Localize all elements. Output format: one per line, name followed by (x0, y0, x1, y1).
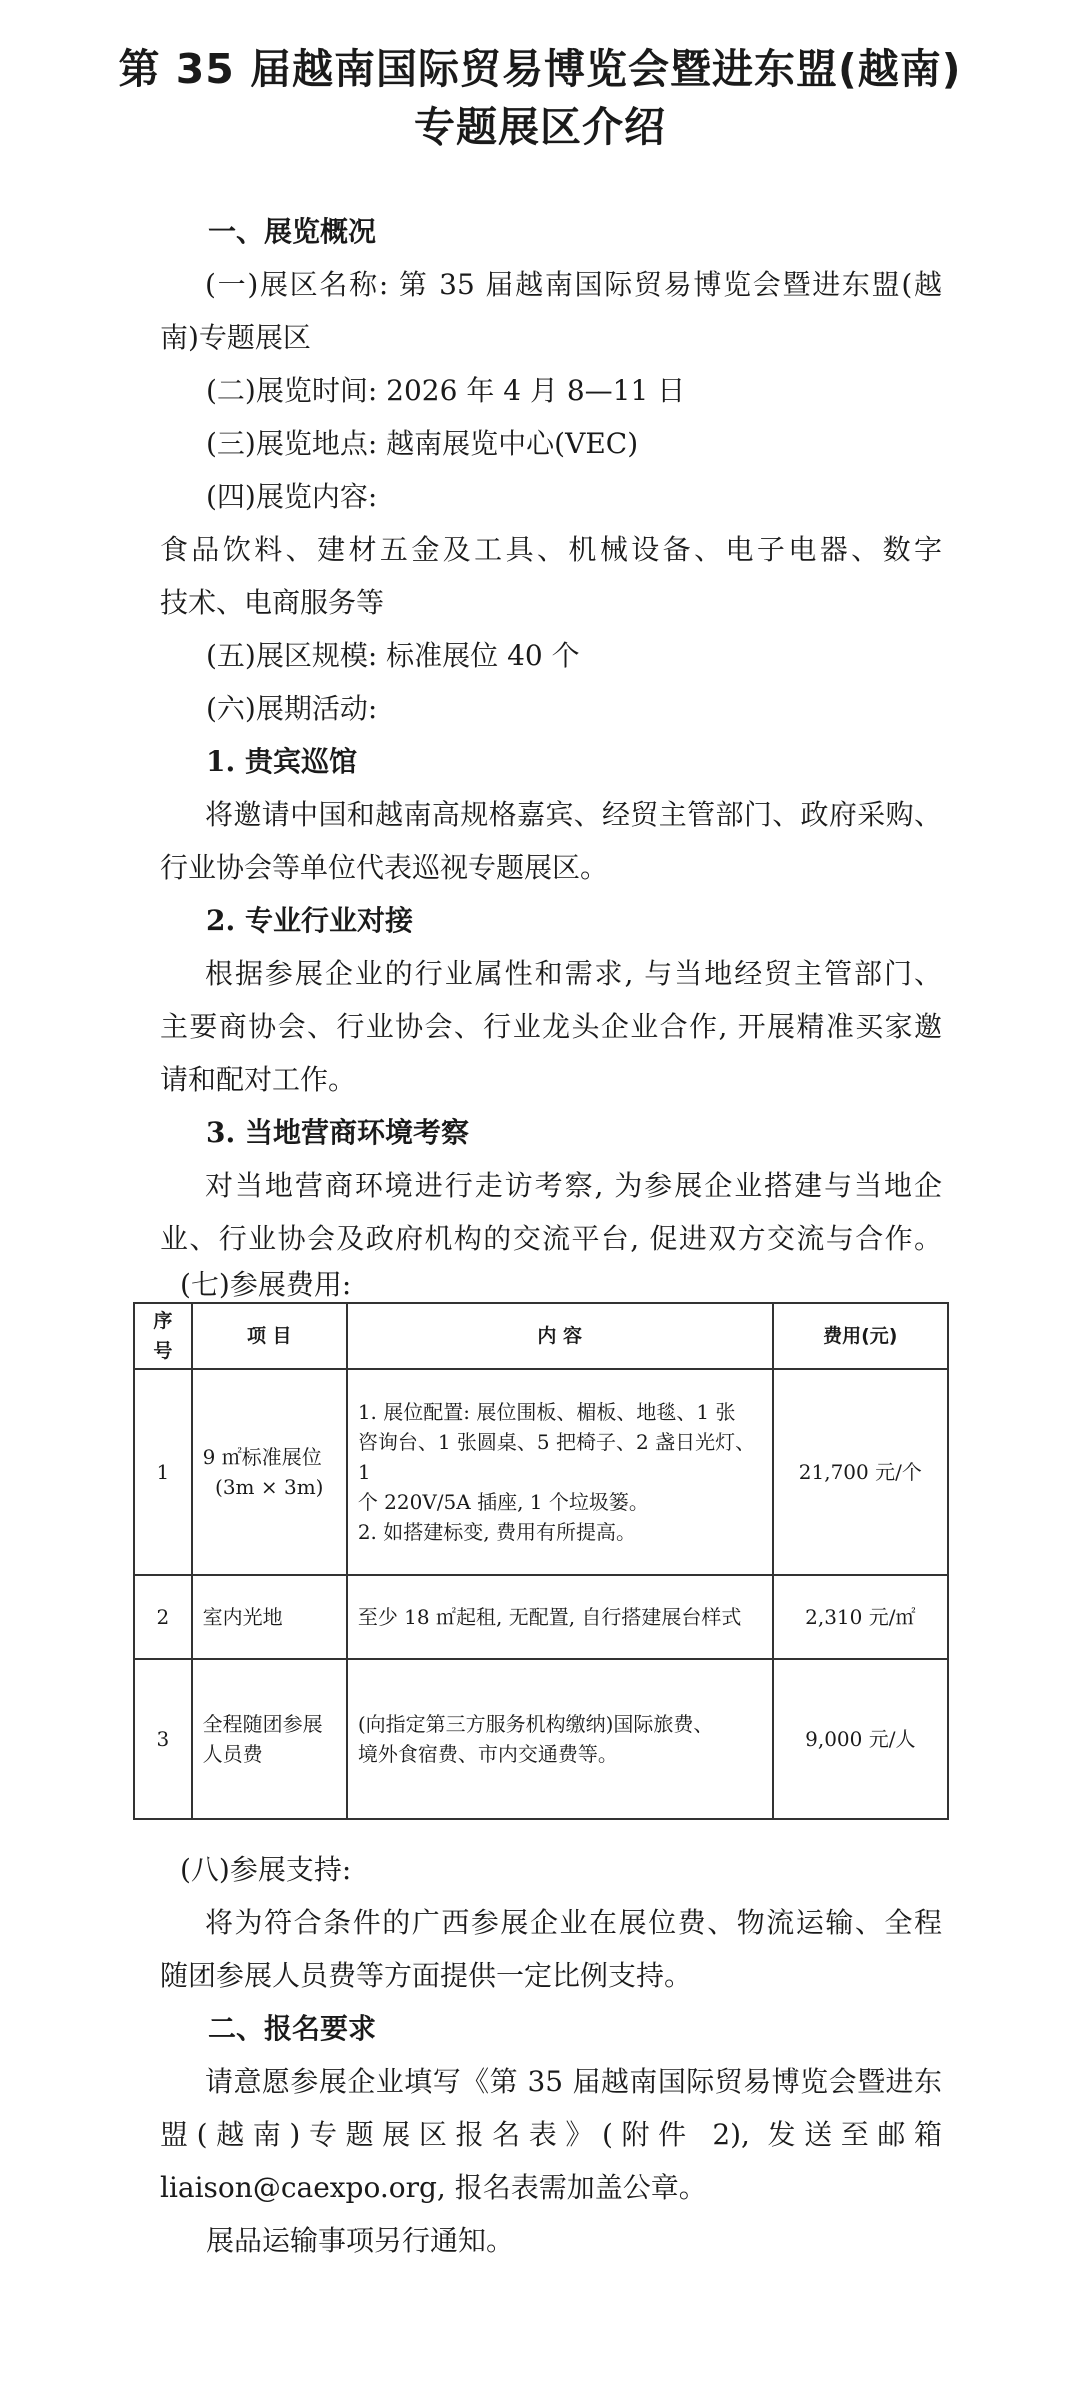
exhibit-content-label: (四)展览内容: (206, 480, 378, 513)
row-content-line: 2. 如搭建标变, 费用有所提高。 (357, 1520, 636, 1544)
activity-3-line2: 业、行业协会及政府机构的交流平台, 促进双方交流与合作。 (160, 1222, 942, 1255)
section-heading-registration: 二、报名要求 (208, 2012, 377, 2045)
row-no: 2 (134, 1575, 192, 1659)
row-item-line: 9 ㎡标准展位 (202, 1445, 322, 1469)
row-fee: 2,310 元/㎡ (773, 1575, 948, 1659)
row-no: 1 (134, 1369, 192, 1575)
row-fee: 21,700 元/个 (773, 1369, 948, 1575)
table-row (134, 1575, 948, 1659)
fees-label: (七)参展费用: (180, 1268, 352, 1301)
exhibit-content-line2: 技术、电商服务等 (160, 586, 385, 619)
activities-label: (六)展期活动: (206, 692, 378, 725)
row-item-line: 全程随团参展 (202, 1712, 323, 1736)
section-heading-overview: 一、展览概况 (208, 215, 377, 248)
header-no: 序号 (134, 1303, 192, 1369)
exhibit-name-line2: 南)专题展区 (160, 321, 311, 354)
table-header-row (134, 1303, 948, 1369)
activity-1-heading: 1. 贵宾巡馆 (206, 745, 357, 778)
row-fee: 9,000 元/人 (773, 1659, 948, 1819)
row-content-line: 个 220V/5A 插座, 1 个垃圾篓。 (357, 1490, 649, 1514)
activity-1-line2: 行业协会等单位代表巡视专题展区。 (160, 851, 609, 884)
header-fee: 费用(元) (773, 1303, 948, 1369)
page-title-line1: 第 35 届越南国际贸易博览会暨进东盟(越南) (118, 45, 962, 93)
support-line2: 随团参展人员费等方面提供一定比例支持。 (160, 1959, 693, 1992)
header-content: 内 容 (347, 1303, 773, 1369)
exhibit-name-line1: (一)展区名称: 第 35 届越南国际贸易博览会暨进东盟(越 (205, 268, 942, 301)
activity-2-line3: 请和配对工作。 (160, 1063, 357, 1096)
row-item-line: (3m × 3m) (215, 1475, 324, 1499)
registration-line4: 展品运输事项另行通知。 (206, 2224, 515, 2257)
activity-3-line1: 对当地营商环境进行走访考察, 为参展企业搭建与当地企 (205, 1169, 942, 1202)
support-line1: 将为符合条件的广西参展企业在展位费、物流运输、全程 (205, 1906, 942, 1939)
row-item: 室内光地 (192, 1575, 347, 1659)
header-item: 项 目 (192, 1303, 347, 1369)
activity-2-heading: 2. 专业行业对接 (206, 904, 413, 937)
row-content (347, 1369, 773, 1575)
activity-2-line2: 主要商协会、行业协会、行业龙头企业合作, 开展精准买家邀 (160, 1010, 942, 1043)
fees-table (133, 1302, 949, 1820)
activity-2-line1: 根据参展企业的行业属性和需求, 与当地经贸主管部门、 (205, 957, 942, 990)
page-title-line2: 专题展区介绍 (414, 103, 666, 151)
row-item (192, 1369, 347, 1575)
row-content-line: (向指定第三方服务机构缴纳)国际旅费、 (357, 1712, 714, 1736)
registration-line1: 请意愿参展企业填写《第 35 届越南国际贸易博览会暨进东 (205, 2065, 942, 2098)
row-item (192, 1659, 347, 1819)
exhibit-scale: (五)展区规模: 标准展位 40 个 (206, 639, 580, 672)
row-content-line: 1. 展位配置: 展位围板、楣板、地毯、1 张 (357, 1400, 736, 1424)
support-label: (八)参展支持: (180, 1853, 352, 1886)
row-content-line: 咨询台、1 张圆桌、5 把椅子、2 盏日光灯、1 (357, 1430, 756, 1484)
exhibit-time: (二)展览时间: 2026 年 4 月 8—11 日 (206, 374, 686, 407)
table-row (134, 1369, 948, 1575)
row-content: 至少 18 ㎡起租, 无配置, 自行搭建展台样式 (347, 1575, 773, 1659)
row-item-line: 人员费 (202, 1742, 263, 1766)
registration-line2: 盟(越南)专题展区报名表》(附件 2), 发送至邮箱 (160, 2118, 942, 2151)
exhibit-content-line1: 食品饮料、建材五金及工具、机械设备、电子电器、数字 (160, 533, 942, 566)
row-content-line: 境外食宿费、市内交通费等。 (357, 1742, 618, 1766)
exhibit-venue: (三)展览地点: 越南展览中心(VEC) (206, 427, 639, 460)
registration-line3: liaison@caexpo.org, 报名表需加盖公章。 (160, 2171, 707, 2204)
table-row (134, 1659, 948, 1819)
activity-1-line1: 将邀请中国和越南高规格嘉宾、经贸主管部门、政府采购、 (205, 798, 942, 831)
row-no: 3 (134, 1659, 192, 1819)
activity-3-heading: 3. 当地营商环境考察 (206, 1116, 469, 1149)
row-content (347, 1659, 773, 1819)
